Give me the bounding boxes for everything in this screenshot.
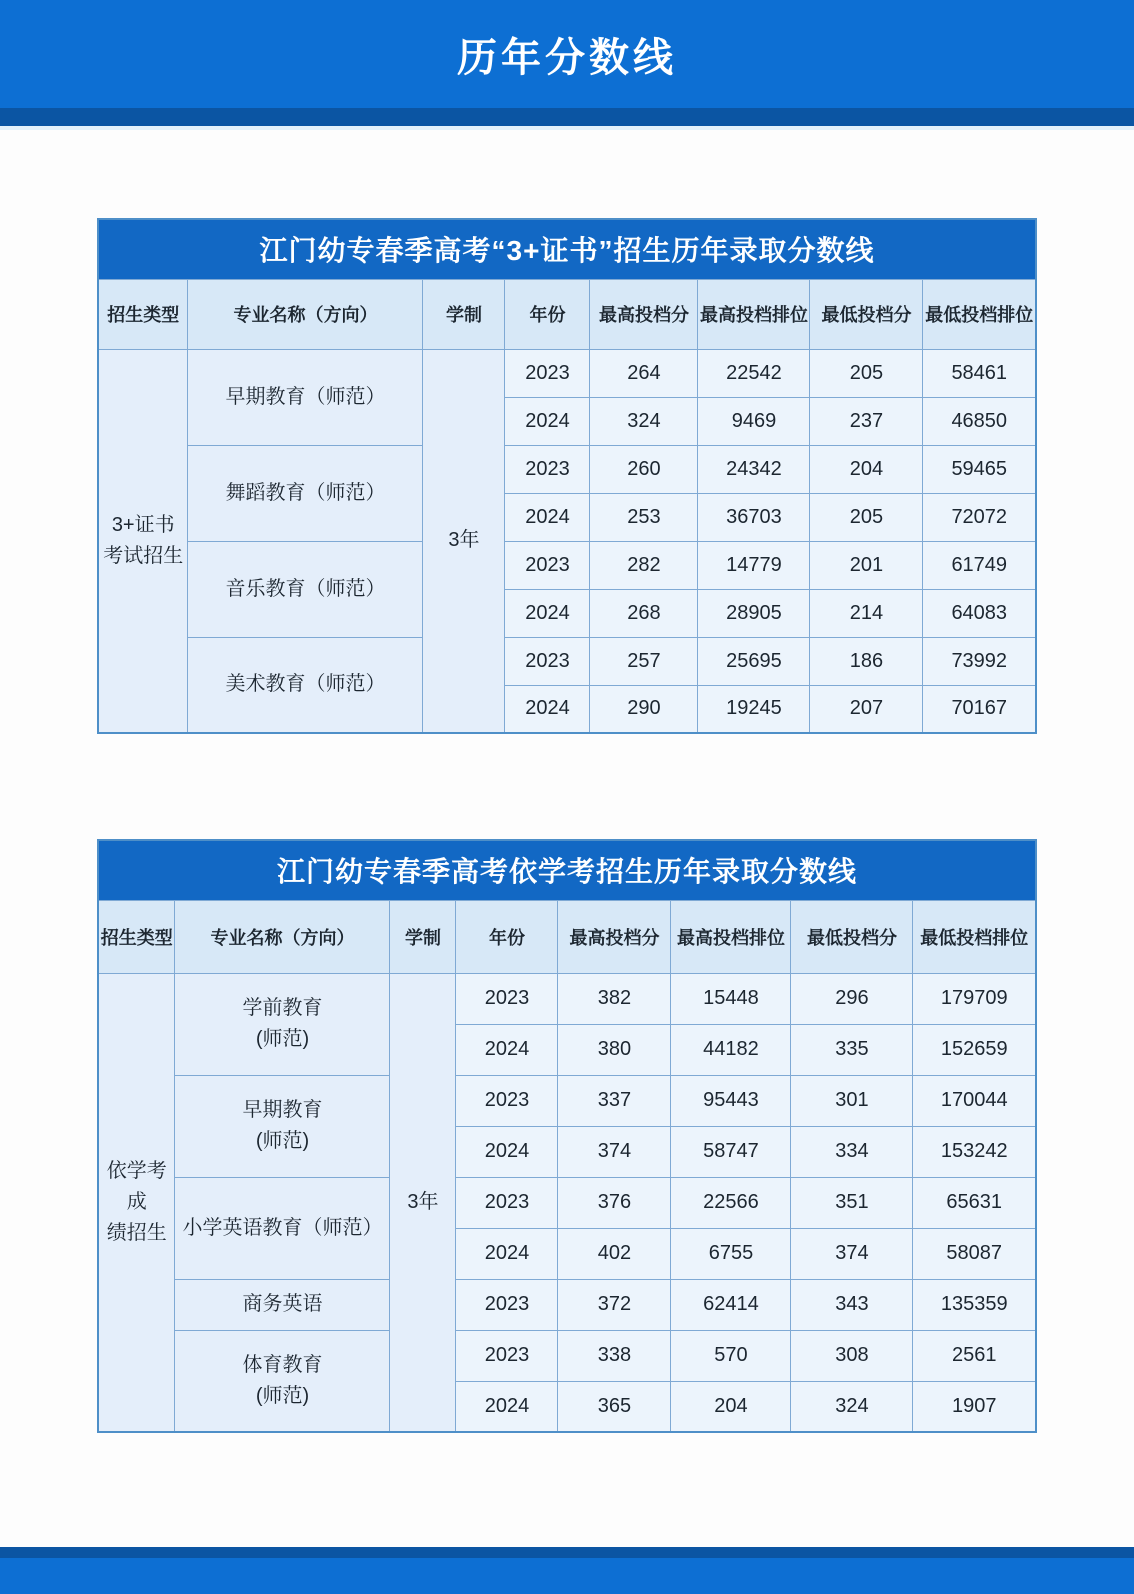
year-cell: 2024 xyxy=(456,1024,558,1075)
max-rank-cell: 15448 xyxy=(671,973,791,1024)
min-rank-cell: 2561 xyxy=(913,1330,1036,1381)
min-rank-cell: 46850 xyxy=(923,397,1036,445)
year-cell: 2024 xyxy=(505,397,590,445)
major-name-cell: 舞蹈教育（师范） xyxy=(188,445,423,541)
min-rank-cell: 179709 xyxy=(913,973,1036,1024)
col-year: 年份 xyxy=(505,279,590,349)
column-header-row xyxy=(98,900,1036,973)
duration-cell: 3年 xyxy=(423,349,505,733)
max-score-cell: 380 xyxy=(558,1024,671,1075)
table-row xyxy=(98,1177,1036,1228)
year-cell: 2023 xyxy=(505,637,590,685)
admission-type-line1: 3+证书 xyxy=(111,513,175,536)
year-cell: 2023 xyxy=(505,541,590,589)
min-rank-cell: 73992 xyxy=(923,637,1036,685)
min-score-cell: 201 xyxy=(810,541,923,589)
max-score-cell: 374 xyxy=(558,1126,671,1177)
min-rank-cell: 135359 xyxy=(913,1279,1036,1330)
admission-type-line2: 考试招生 xyxy=(103,544,184,567)
min-score-cell: 237 xyxy=(810,397,923,445)
year-cell: 2023 xyxy=(456,1279,558,1330)
min-score-cell: 308 xyxy=(791,1330,913,1381)
max-score-cell: 268 xyxy=(590,589,698,637)
year-cell: 2024 xyxy=(505,589,590,637)
col-min-score: 最低投档分 xyxy=(791,900,913,973)
min-rank-cell: 170044 xyxy=(913,1075,1036,1126)
max-rank-cell: 36703 xyxy=(698,493,810,541)
max-rank-cell: 9469 xyxy=(698,397,810,445)
major-name-cell xyxy=(175,1330,390,1432)
col-max-score: 最高投档分 xyxy=(590,279,698,349)
max-rank-cell: 28905 xyxy=(698,589,810,637)
min-rank-cell: 58087 xyxy=(913,1228,1036,1279)
col-min-rank: 最低投档排位 xyxy=(913,900,1036,973)
min-score-cell: 343 xyxy=(791,1279,913,1330)
max-score-cell: 382 xyxy=(558,973,671,1024)
table-row xyxy=(98,1075,1036,1126)
min-score-cell: 214 xyxy=(810,589,923,637)
col-major-name: 专业名称（方向） xyxy=(188,279,423,349)
max-score-cell: 365 xyxy=(558,1381,671,1432)
max-rank-cell: 22566 xyxy=(671,1177,791,1228)
max-score-cell: 260 xyxy=(590,445,698,493)
major-name-cell: 美术教育（师范） xyxy=(188,637,423,733)
footer-bright-stripe xyxy=(0,1558,1134,1594)
max-rank-cell: 58747 xyxy=(671,1126,791,1177)
table-title: 江门幼专春季高考依学考招生历年录取分数线 xyxy=(98,840,1036,900)
max-rank-cell: 25695 xyxy=(698,637,810,685)
max-score-cell: 264 xyxy=(590,349,698,397)
year-cell: 2023 xyxy=(505,445,590,493)
max-score-cell: 253 xyxy=(590,493,698,541)
min-score-cell: 204 xyxy=(810,445,923,493)
year-cell: 2024 xyxy=(456,1381,558,1432)
table-row xyxy=(98,445,1036,493)
min-score-cell: 296 xyxy=(791,973,913,1024)
min-score-cell: 205 xyxy=(810,493,923,541)
column-header-row xyxy=(98,279,1036,349)
major-name-cell: 早期教育（师范） xyxy=(188,349,423,445)
min-score-cell: 374 xyxy=(791,1228,913,1279)
major-name-line1: 体育教育 xyxy=(242,1353,323,1376)
table-title: 江门幼专春季高考“3+证书”招生历年录取分数线 xyxy=(98,219,1036,279)
col-min-rank: 最低投档排位 xyxy=(923,279,1036,349)
col-duration: 学制 xyxy=(390,900,456,973)
max-rank-cell: 570 xyxy=(671,1330,791,1381)
max-rank-cell: 204 xyxy=(671,1381,791,1432)
min-rank-cell: 61749 xyxy=(923,541,1036,589)
col-year: 年份 xyxy=(456,900,558,973)
max-score-cell: 376 xyxy=(558,1177,671,1228)
min-rank-cell: 72072 xyxy=(923,493,1036,541)
col-max-rank: 最高投档排位 xyxy=(698,279,810,349)
min-rank-cell: 59465 xyxy=(923,445,1036,493)
col-min-score: 最低投档分 xyxy=(810,279,923,349)
table-row xyxy=(98,541,1036,589)
major-name-cell: 小学英语教育（师范） xyxy=(175,1177,390,1279)
page-footer xyxy=(0,1547,1134,1594)
page-banner xyxy=(0,0,1134,108)
year-cell: 2023 xyxy=(456,973,558,1024)
min-score-cell: 301 xyxy=(791,1075,913,1126)
major-name-line1: 早期教育 xyxy=(242,1099,323,1121)
major-name-cell: 商务英语 xyxy=(175,1279,390,1330)
max-rank-cell: 44182 xyxy=(671,1024,791,1075)
max-score-cell: 402 xyxy=(558,1228,671,1279)
min-rank-cell: 64083 xyxy=(923,589,1036,637)
page-title: 历年分数线 xyxy=(457,35,677,80)
major-name-line2: (师范) xyxy=(255,1130,310,1152)
max-score-cell: 282 xyxy=(590,541,698,589)
max-score-cell: 338 xyxy=(558,1330,671,1381)
major-name-line2: (师范) xyxy=(255,1028,310,1050)
min-score-cell: 334 xyxy=(791,1126,913,1177)
table-row xyxy=(98,349,1036,397)
min-score-cell: 335 xyxy=(791,1024,913,1075)
min-score-cell: 207 xyxy=(810,685,923,733)
duration-cell: 3年 xyxy=(390,973,456,1432)
table-row xyxy=(98,973,1036,1024)
year-cell: 2023 xyxy=(456,1075,558,1126)
year-cell: 2024 xyxy=(456,1126,558,1177)
max-rank-cell: 62414 xyxy=(671,1279,791,1330)
max-rank-cell: 14779 xyxy=(698,541,810,589)
col-max-score: 最高投档分 xyxy=(558,900,671,973)
table-row xyxy=(98,637,1036,685)
max-rank-cell: 19245 xyxy=(698,685,810,733)
min-score-cell: 324 xyxy=(791,1381,913,1432)
max-score-cell: 257 xyxy=(590,637,698,685)
max-rank-cell: 24342 xyxy=(698,445,810,493)
max-score-cell: 372 xyxy=(558,1279,671,1330)
year-cell: 2024 xyxy=(505,493,590,541)
table-title-row xyxy=(98,840,1036,900)
max-rank-cell: 6755 xyxy=(671,1228,791,1279)
major-name-cell: 音乐教育（师范） xyxy=(188,541,423,637)
certificate-exam-table xyxy=(97,218,1037,734)
min-rank-cell: 153242 xyxy=(913,1126,1036,1177)
max-score-cell: 324 xyxy=(590,397,698,445)
major-name-line2: (师范) xyxy=(255,1384,310,1407)
major-name-line1: 学前教育 xyxy=(242,997,323,1019)
year-cell: 2023 xyxy=(456,1330,558,1381)
min-rank-cell: 1907 xyxy=(913,1381,1036,1432)
min-rank-cell: 58461 xyxy=(923,349,1036,397)
max-rank-cell: 95443 xyxy=(671,1075,791,1126)
min-score-cell: 351 xyxy=(791,1177,913,1228)
col-duration: 学制 xyxy=(423,279,505,349)
max-score-cell: 337 xyxy=(558,1075,671,1126)
table-row xyxy=(98,1279,1036,1330)
min-rank-cell: 65631 xyxy=(913,1177,1036,1228)
min-score-cell: 186 xyxy=(810,637,923,685)
admission-type-cell xyxy=(98,349,188,733)
min-score-cell: 205 xyxy=(810,349,923,397)
min-rank-cell: 152659 xyxy=(913,1024,1036,1075)
major-name-cell xyxy=(175,973,390,1075)
year-cell: 2024 xyxy=(505,685,590,733)
max-rank-cell: 22542 xyxy=(698,349,810,397)
footer-dark-stripe xyxy=(0,1547,1134,1558)
divider-stripe xyxy=(0,108,1134,130)
admission-type-cell xyxy=(98,973,175,1432)
table-row xyxy=(98,1330,1036,1381)
academic-exam-table xyxy=(97,839,1037,1433)
major-name-cell xyxy=(175,1075,390,1177)
year-cell: 2024 xyxy=(456,1228,558,1279)
min-rank-cell: 70167 xyxy=(923,685,1036,733)
admission-type-line1: 依学考成 xyxy=(106,1159,167,1213)
col-admission-type: 招生类型 xyxy=(98,279,188,349)
col-admission-type: 招生类型 xyxy=(98,900,175,973)
year-cell: 2023 xyxy=(505,349,590,397)
admission-type-line2: 绩招生 xyxy=(106,1221,167,1244)
year-cell: 2023 xyxy=(456,1177,558,1228)
max-score-cell: 290 xyxy=(590,685,698,733)
col-major-name: 专业名称（方向） xyxy=(175,900,390,973)
table-title-row xyxy=(98,219,1036,279)
col-max-rank: 最高投档排位 xyxy=(671,900,791,973)
